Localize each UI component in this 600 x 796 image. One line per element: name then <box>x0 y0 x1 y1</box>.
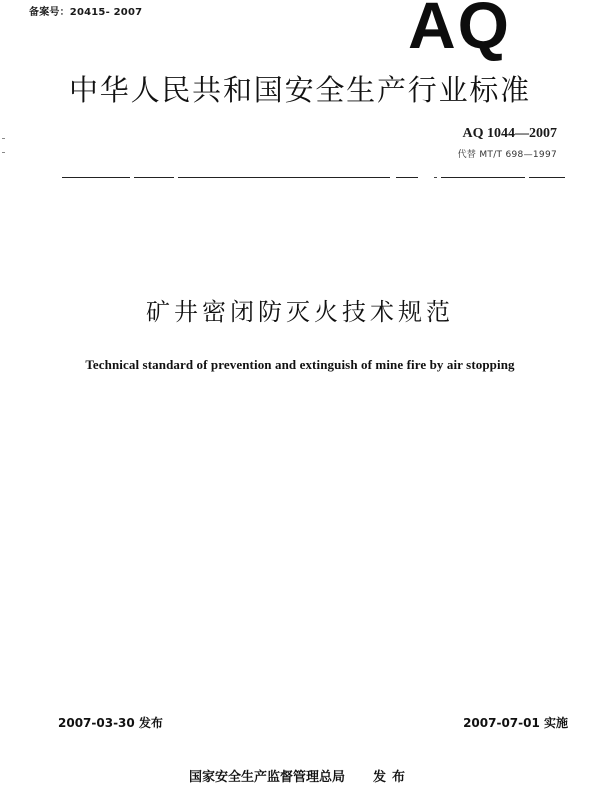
aq-logo: AQ <box>408 0 511 62</box>
industry-standard-heading: 中华人民共和国安全生产行业标准 <box>68 73 531 107</box>
issuer-name: 国家安全生产监督管理总局 <box>188 770 345 785</box>
issuer-action: 发布 <box>373 770 412 785</box>
effective-date: 2007-07-01 实施 <box>463 716 568 730</box>
divider-segment <box>529 177 565 178</box>
publish-date: 2007-03-30 发布 <box>58 716 163 730</box>
divider-segment <box>178 177 390 178</box>
margin-mark <box>2 138 5 139</box>
divider-segment <box>396 177 418 178</box>
replaces-standard: 代替 MT/T 698—1997 <box>457 150 557 160</box>
record-number: 备案号：20415- 2007 <box>29 7 143 18</box>
divider-segment <box>441 177 525 178</box>
standard-number: AQ 1044—2007 <box>462 126 557 141</box>
divider-segment <box>62 177 130 178</box>
margin-mark <box>2 152 5 153</box>
document-title-english: Technical standard of prevention and extinguish of mine fire by air stopping <box>85 357 515 372</box>
document-title-chinese: 矿井密闭防灭火技术规范 <box>146 298 454 326</box>
divider-segment <box>434 177 437 178</box>
issuer-line <box>0 766 600 785</box>
divider-segment <box>134 177 174 178</box>
